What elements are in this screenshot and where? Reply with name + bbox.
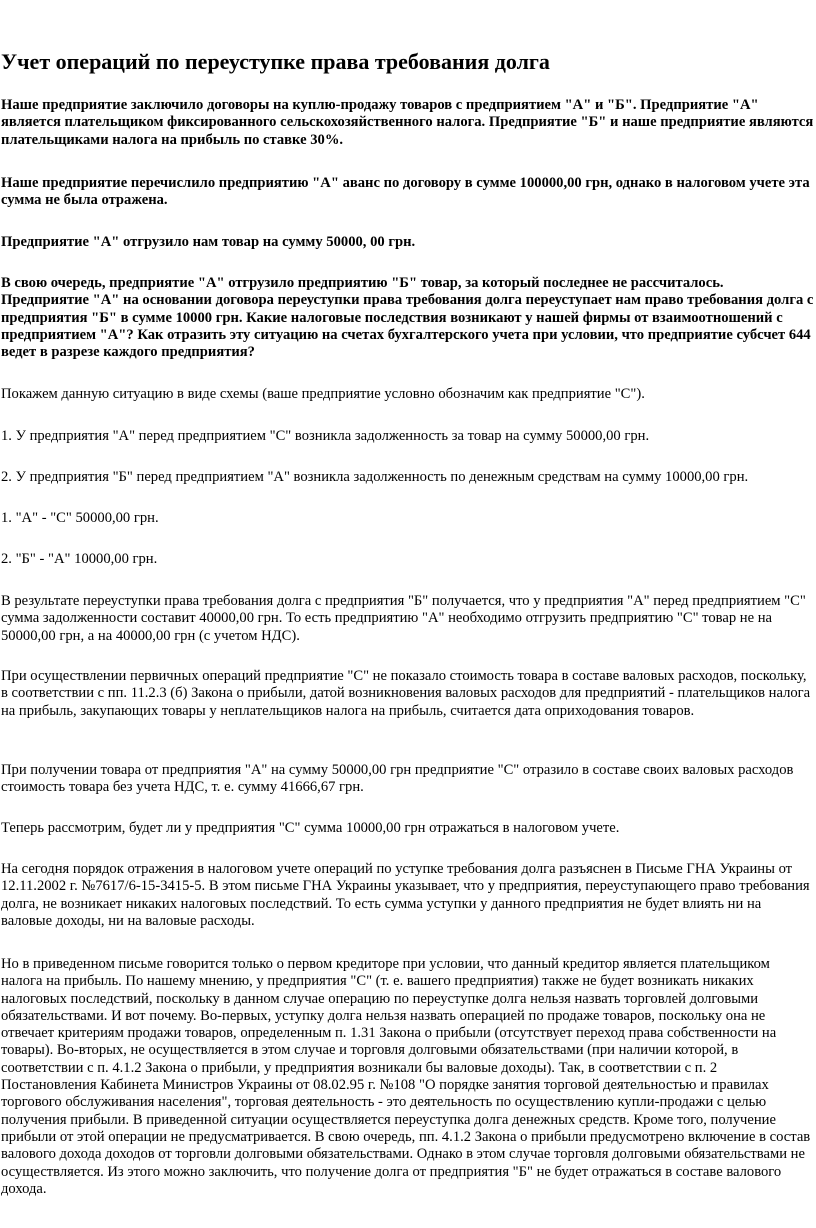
answer-paragraph-5: 2. "Б" - "А" 10000,00 грн. bbox=[1, 551, 158, 567]
answer-paragraph-11: Но в приведенном письме говорится только о первом кредиторе при условии, что данный кредитор является плательщиком налога на прибыль. По нашему мнению, у предприятия "С" (т. е. вашего предприятия) также не будет возникать никаких налоговых последствий, поскольку в данном случае операцию по переуступке долга нельзя назвать торговлей долговыми обязательствами. И вот почему. Во-первых, уступку долга нельзя назвать операцией по продаже товаров, поскольку она не отвечает критериям продажи товаров, определенным п. 1.31 Закона о прибыли (отсутствует переход права собственности на товары). Во-вторых, не осуществляется в этом случае и торговля долговыми обязательствами (при наличии которой, в соответствии с п. 4.1.2 Закона о прибыли, у предприятия возникали бы валовые доходы). Так, в соответствии с п. 2 Постановления Кабинета Министров Украины от 08.02.95 г. №108 "О порядке занятия торговой деятельностью и правилах торгового обслуживания населения", торговая деятельность - это деятельность по осуществлению купли-продажи с целью получения прибыли. В приведенной ситуации осуществляется переуступка долга денежных средств. Кроме того, получение прибыли от этой операции не предусматривается. В свою очередь, пп. 4.1.2 Закона о прибыли предусмотрено включение в состав валового дохода доходов от торговли долговыми обязательствами. Однако в этом случае торговля долговыми обязательствами не осуществляется. Из этого можно заключить, что получение долга от предприятия "Б" не будет отражаться в составе валового дохода. bbox=[1, 956, 811, 1197]
page-title: Учет операций по переуступке права требования долга bbox=[1, 49, 550, 74]
answer-paragraph-6: В результате переуступки права требования долга с предприятия "Б" получается, что у предприятия "А" перед предприятием "С" сумма задолженности составит 40000,00 грн. То есть предприятию "А" необходимо отгрузить предприятию "С" товар не на 50000,00 грн, а на 40000,00 грн (с учетом НДС). bbox=[1, 593, 806, 644]
answer-paragraph-2: 1. У предприятия "А" перед предприятием "С" возникла задолженность за товар на сумму 50000,00 грн. bbox=[1, 428, 650, 444]
question-paragraph-1: Наше предприятие заключило договоры на куплю-продажу товаров с предприятием "А" и "Б". Предприятие "А" является плательщиком фиксированного сельскохозяйственного налога. Предприятие "Б" и наше предприятие являются плательщиками налога на прибыль по ставке 30%. bbox=[1, 97, 814, 148]
answer-paragraph-8: При получении товара от предприятия "А" на сумму 50000,00 грн предприятие "С" отразило в составе своих валовых расходов стоимость товара без учета НДС, т. е. сумму 41666,67 грн. bbox=[1, 762, 794, 796]
answer-paragraph-3: 2. У предприятия "Б" перед предприятием "А" возникла задолженность по денежным средствам на сумму 10000,00 грн. bbox=[1, 469, 749, 485]
answer-paragraph-9: Теперь рассмотрим, будет ли у предприятия "С" сумма 10000,00 грн отражаться в налоговом учете. bbox=[1, 820, 620, 836]
question-paragraph-3: Предприятие "А" отгрузило нам товар на сумму 50000, 00 грн. bbox=[1, 234, 416, 250]
answer-paragraph-7: При осуществлении первичных операций предприятие "С" не показало стоимость товара в составе валовых расходов, поскольку, в соответствии с пп. 11.2.3 (б) Закона о прибыли, датой возникновения валовых расходов для предприятий - плательщиков налога на прибыль, закупающих товары у неплательщиков налога на прибыль, считается дата оприходования товаров. bbox=[1, 668, 811, 719]
answer-paragraph-4: 1. "А" - "С" 50000,00 грн. bbox=[1, 510, 159, 526]
answer-paragraph-1: Покажем данную ситуацию в виде схемы (ваше предприятие условно обозначим как предприятие "С"). bbox=[1, 386, 645, 402]
answer-paragraph-10: На сегодня порядок отражения в налоговом учете операций по уступке требования долга разъяснен в Письме ГНА Украины от 12.11.2002 г. №7617/6-15-3415-5. В этом письме ГНА Украины указывает, что у предприятия, переуступающего право требования долга, не возникает никаких налоговых последствий. То есть сумма уступки у данного предприятия не будет влиять ни на валовые доходы, ни на валовые расходы. bbox=[1, 861, 810, 929]
question-paragraph-4: В свою очередь, предприятие "А" отгрузило предприятию "Б" товар, за который последнее не рассчиталось. Предприятие "А" на основании договора переуступки права требования долга переуступает нам право требования долга с предприятия "Б" в сумме 10000 грн. Какие налоговые последствия возникают у нашей фирмы от взаимоотношений с предприятием "А"? Как отразить эту ситуацию на счетах бухгалтерского учета при условии, что предприятие субсчет 644 ведет в разрезе каждого предприятия? bbox=[1, 275, 814, 361]
question-paragraph-2: Наше предприятие перечислило предприятию "А" аванс по договору в сумме 100000,00 грн, однако в налоговом учете эта сумма не была отражена. bbox=[1, 175, 810, 209]
